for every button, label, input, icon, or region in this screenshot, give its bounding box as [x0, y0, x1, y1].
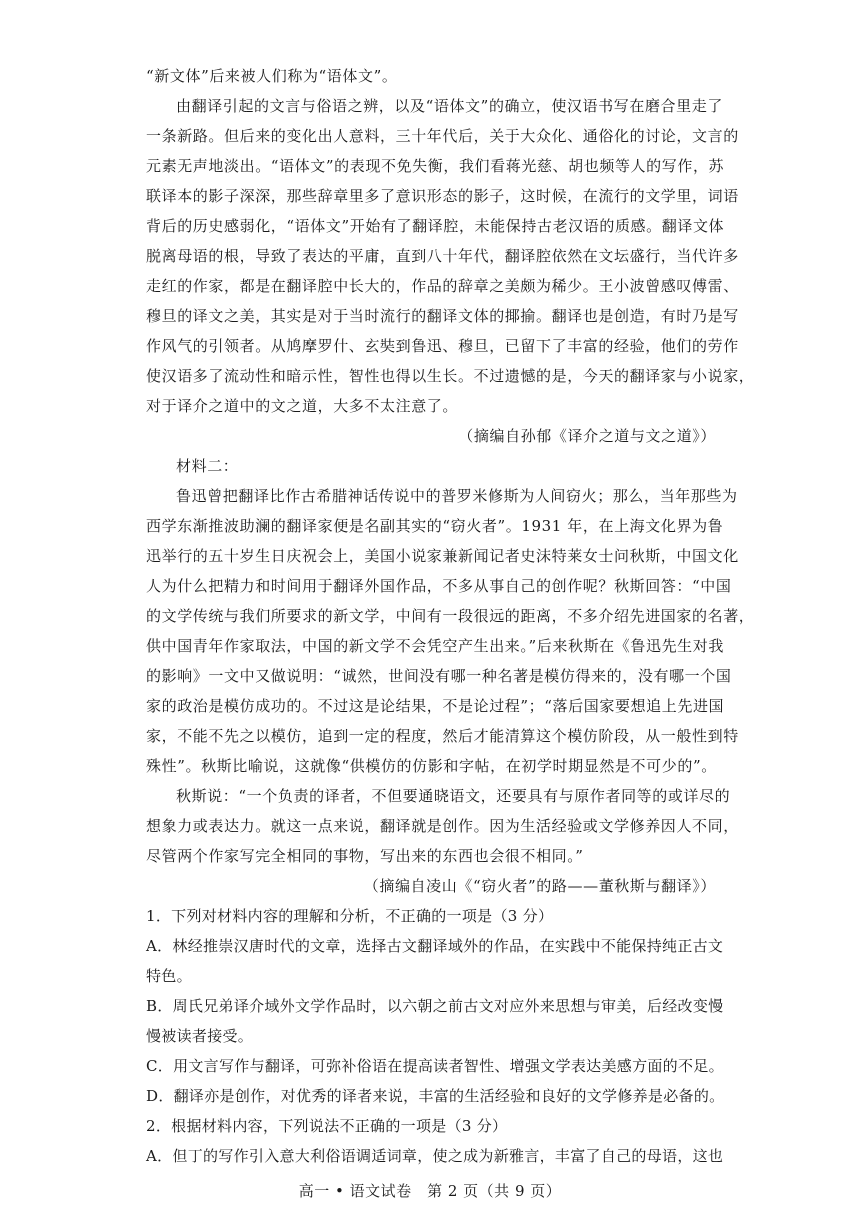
- text-line: 背后的历史感弱化，“语体文”开始有了翻译腔，未能保持古老汉语的质感。翻译文体: [146, 217, 725, 235]
- text-line: 的影响》一文中又做说明：“诚然，世间没有哪一种名著是模仿得来的，没有哪一个国: [146, 667, 732, 685]
- text-line: 穆旦的译文之美，其实是对于当时流行的翻译文体的揶揄。翻译也是创造，有时乃是写: [146, 307, 739, 325]
- text-line: 迅举行的五十岁生日庆祝会上，美国小说家兼新闻记者史沫特莱女士问秋斯，中国文化: [146, 547, 739, 565]
- answer-option: C．用文言写作与翻译，可弥补俗语在提高读者智性、增强文学表达美感方面的不足。: [146, 1057, 724, 1075]
- text-line: 想象力或表达力。就这一点来说，翻译就是创作。因为生活经验或文学修养因人不同，: [146, 817, 739, 835]
- answer-option-continued: 慢被读者接受。: [146, 1027, 254, 1045]
- text-line: 元素无声地淡出。“语体文”的表现不免失衡，我们看蒋光慈、胡也频等人的写作，苏: [146, 157, 725, 175]
- text-line: 对于译介之道中的文之道，大多不太注意了。: [146, 397, 459, 415]
- text-line: 联译本的影子深深，那些辞章里多了意识形态的影子，这时候，在流行的文学里，词语: [146, 187, 739, 205]
- answer-option: B．周氏兄弟译介域外文学作品时，以六朝之前古文对应外来思想与审美，后经改变慢: [146, 997, 724, 1015]
- text-line: 西学东渐推波助澜的翻译家便是名副其实的“窃火者”。1931 年，在上海文化界为鲁: [146, 517, 724, 535]
- text-line: 的文学传统与我们所要求的新文学，中间有一段很远的距离，不多介绍先进国家的名著，: [146, 607, 755, 625]
- page-footer: 高一 • 语文试卷 第 2 页（共 9 页）: [298, 1182, 562, 1200]
- text-line: 秋斯说：“一个负责的译者，不但要通晓语文，还要具有与原作者同等的或详尽的: [176, 787, 731, 805]
- answer-option: D．翻译亦是创作，对优秀的译者来说，丰富的生活经验和良好的文学修养是必备的。: [146, 1087, 725, 1105]
- answer-option-continued: 特色。: [146, 967, 192, 985]
- text-line: 作风气的引领者。从鸠摩罗什、玄奘到鲁迅、穆旦，已留下了丰富的经验，他们的劳作: [146, 337, 739, 355]
- text-line: 家，不能不先之以模仿，追到一定的程度，然后才能清算这个模仿阶段，从一般性到特: [146, 727, 739, 745]
- source-citation: （摘编自孙郁《译介之道与文之道》）: [458, 427, 716, 445]
- text-line: 殊性”。秋斯比喻说，这就像“供模仿的仿影和字帖，在初学时期显然是不可少的”。: [146, 757, 717, 775]
- answer-option: A．但丁的写作引入意大利俗语调适词章，使之成为新雅言，丰富了自己的母语，这也: [146, 1147, 724, 1165]
- text-line: 由翻译引起的文言与俗语之辨，以及“语体文”的确立，使汉语书写在磨合里走了: [176, 97, 723, 115]
- source-citation: （摘编自凌山《“窃火者”的路——董秋斯与翻译》）: [363, 877, 716, 895]
- text-line: 鲁迅曾把翻译比作古希腊神话传说中的普罗米修斯为人间窃火；那么，当年那些为: [176, 487, 738, 505]
- text-line: 使汉语多了流动性和暗示性，智性也得以生长。不过遗憾的是，今天的翻译家与小说家，: [146, 367, 755, 385]
- text-line: 一条新路。但后来的变化出人意料，三十年代后，关于大众化、通俗化的讨论，文言的: [146, 127, 739, 145]
- question-stem: 2．根据材料内容，下列说法不正确的一项是（3 分）: [146, 1117, 508, 1135]
- text-line: 人为什么把精力和时间用于翻译外国作品，不多从事自己的创作呢？秋斯回答：“中国: [146, 577, 732, 595]
- text-line: 脱离母语的根，导致了表达的平庸，直到八十年代，翻译腔依然在文坛盛行，当代许多: [146, 247, 739, 265]
- text-line: “新文体”后来被人们称为“语体文”。: [146, 67, 398, 85]
- text-line: 家的政治是模仿成功的。不过这是论结果，不是论过程”；“落后国家要想追上先进国: [146, 697, 725, 715]
- text-line: 供中国青年作家取法，中国的新文学不会凭空产生出来。”后来秋斯在《鲁迅先生对我: [146, 637, 724, 655]
- answer-option: A．林经推崇汉唐时代的文章，选择古文翻译域外的作品，在实践中不能保持纯正古文: [146, 937, 724, 955]
- question-stem: 1．下列对材料内容的理解和分析，不正确的一项是（3 分）: [146, 907, 554, 925]
- text-line: 走红的作家，都是在翻译腔中长大的，作品的辞章之美颇为稀少。王小波曾感叹傅雷、: [146, 277, 739, 295]
- text-line: 尽管两个作家写完全相同的事物，写出来的东西也会很不相同。”: [146, 847, 584, 865]
- section-heading: 材料二：: [176, 457, 239, 475]
